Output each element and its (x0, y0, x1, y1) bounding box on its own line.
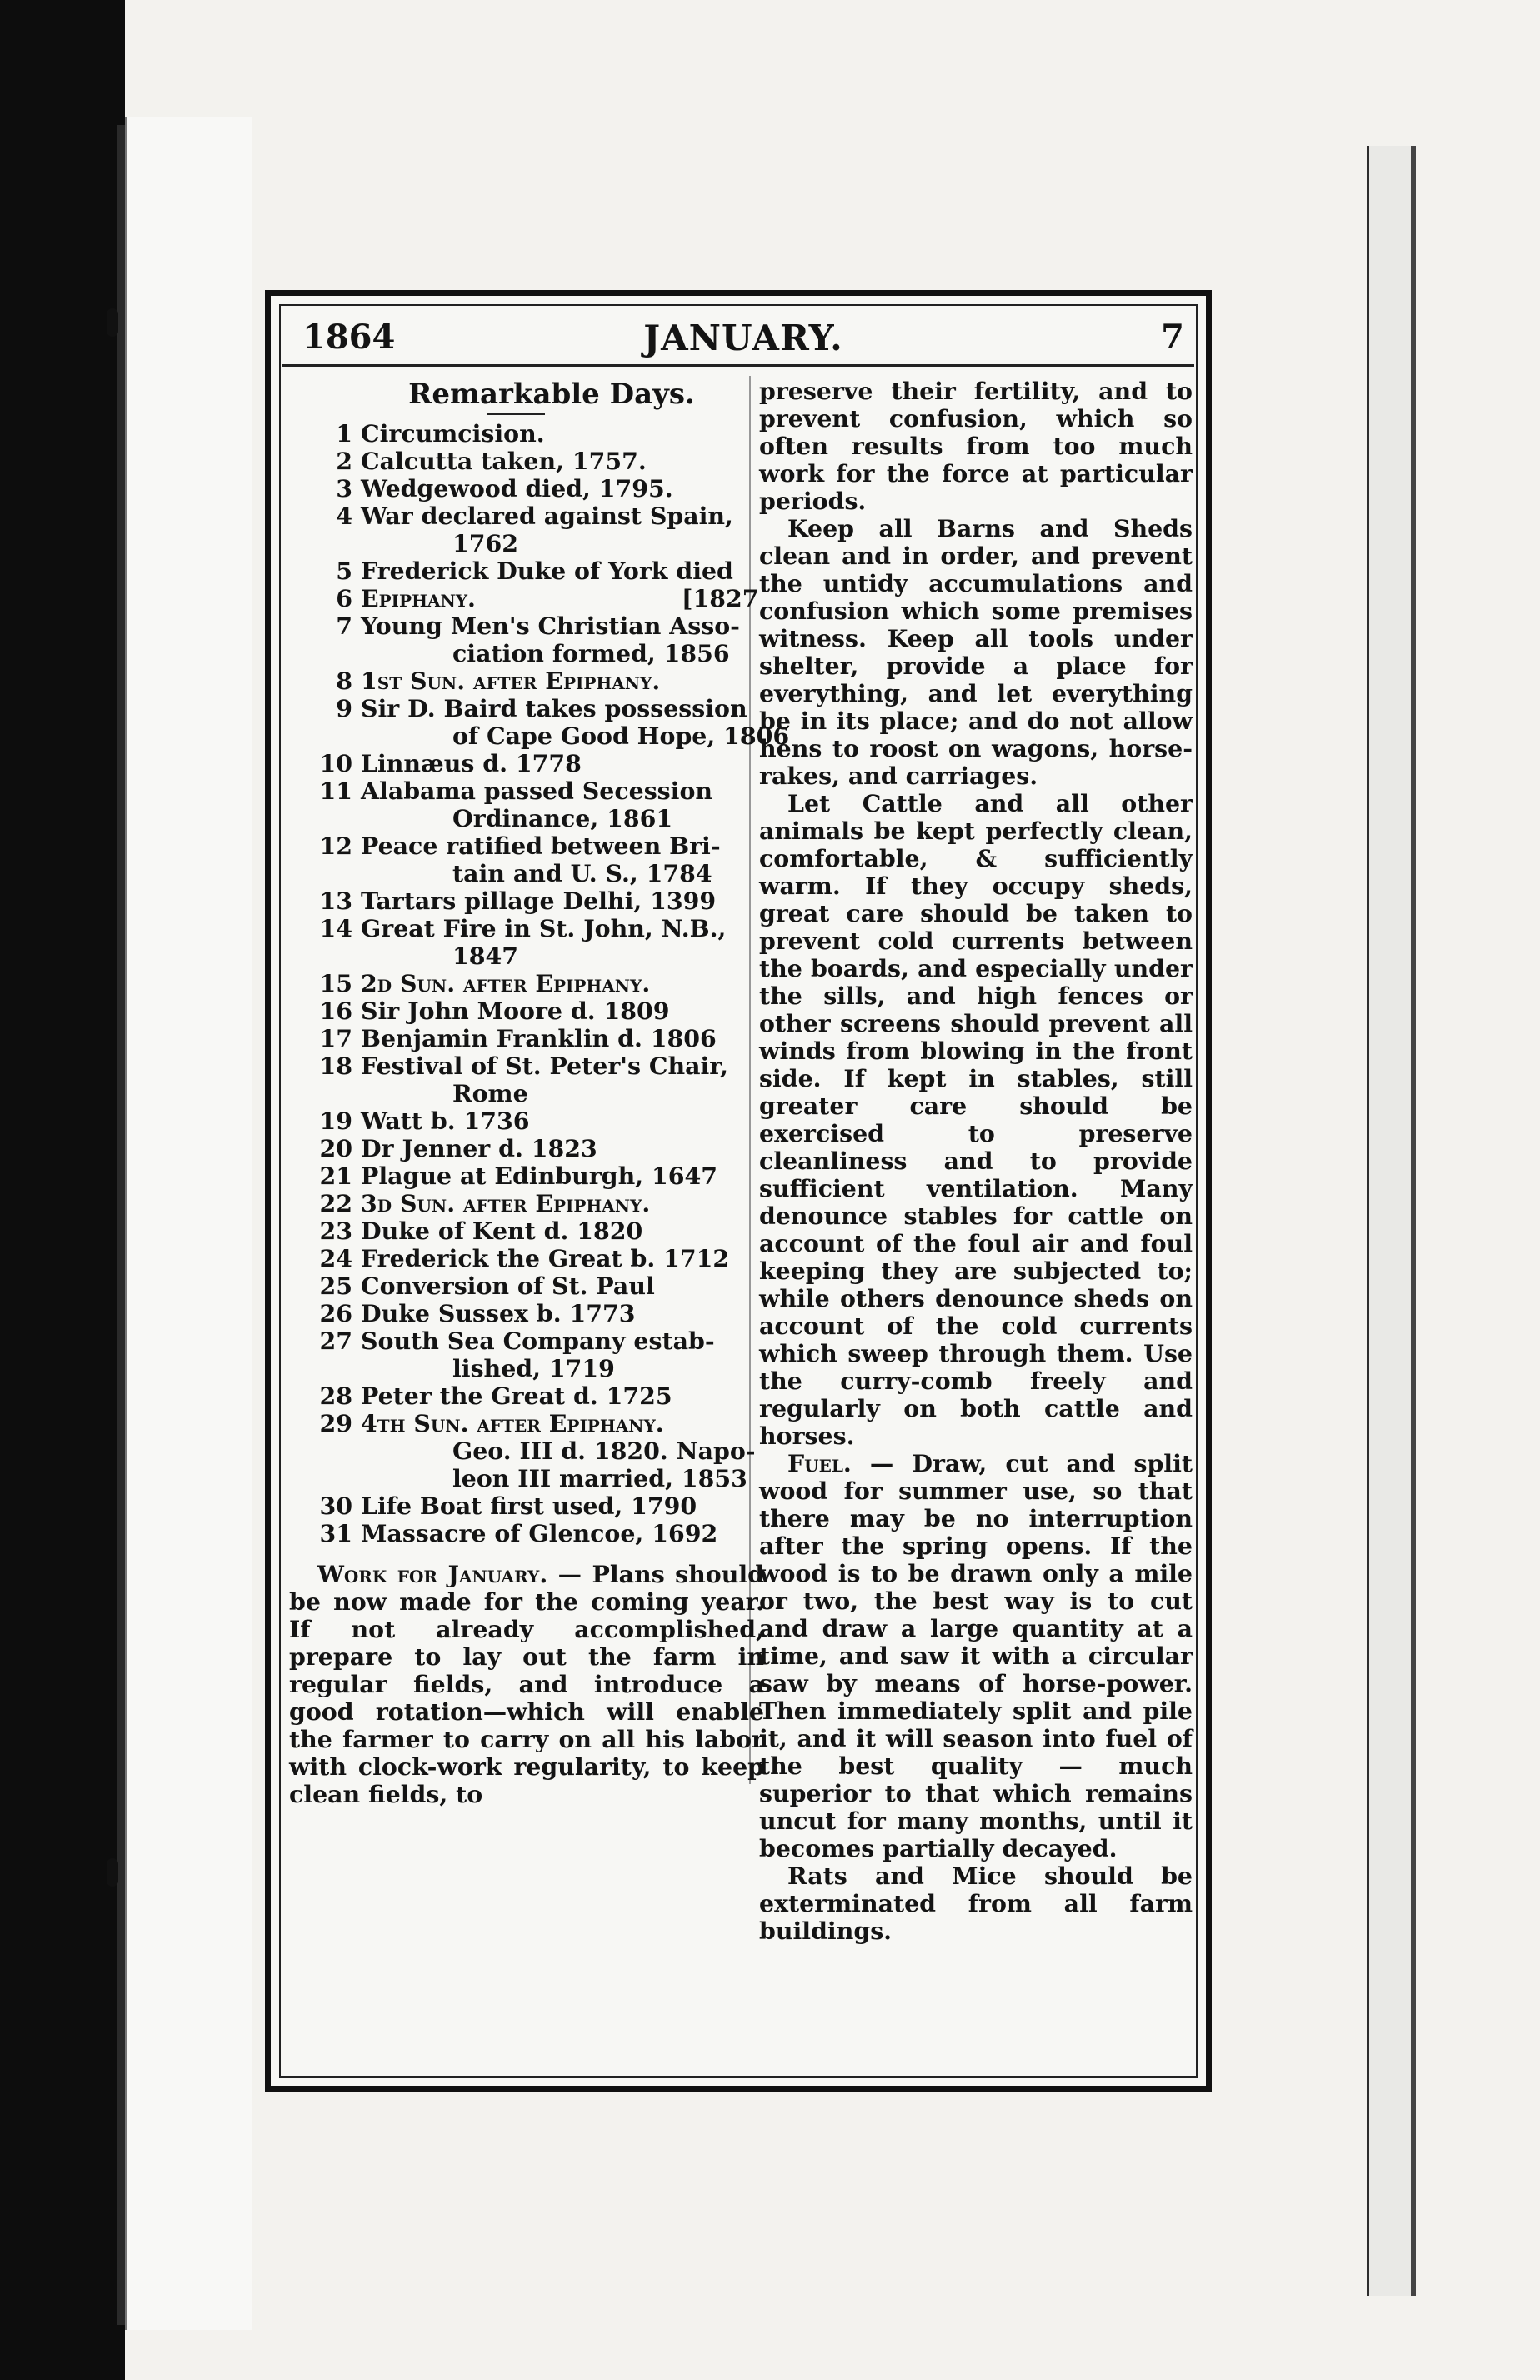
day-number: 9 (336, 694, 352, 722)
header-rule (282, 364, 1194, 367)
day-event: Festival of St. Peter's Chair, (361, 1052, 729, 1080)
binding-mark (107, 308, 118, 337)
day-event: Wedgewood died, 1795. (361, 474, 673, 502)
fuel-text: — Draw, cut and split wood for summer use, so that there may be no interruption after the spring opens. If the wood is to be drawn only a mile or two, the best way is to cut and draw a large quantity at a time, and saw it with a circular saw by means of horse-power. Then immediately split and pile it, and it will season into fuel of the best quality — much superior to that which remains uncut for many months, until it becomes partially decayed. (759, 1449, 1192, 1862)
day-number: 24 (319, 1244, 352, 1272)
day-entry (289, 448, 764, 475)
binding-mark (107, 1858, 118, 1887)
day-event: lished, 1719 (452, 1354, 615, 1382)
day-number: 15 (319, 969, 352, 998)
work-heading: Work for January. (318, 1560, 548, 1588)
day-entry (289, 612, 764, 640)
day-entry (289, 1080, 764, 1108)
right-page-stack (1367, 146, 1416, 2296)
day-entry (289, 1162, 764, 1190)
day-number: 3 (336, 474, 352, 502)
day-entry (289, 888, 764, 915)
day-entry (289, 1190, 764, 1218)
day-entry (289, 1328, 764, 1355)
day-event: 4th Sun. after Epiphany. (361, 1409, 664, 1438)
day-event: Young Men's Christian Asso- (361, 612, 740, 640)
day-entry (289, 1135, 764, 1162)
day-number (289, 1080, 361, 1108)
day-number (289, 1355, 361, 1382)
page-number: 7 (1161, 318, 1184, 357)
paragraph-barns: Keep all Barns and Sheds clean and in order, and prevent the untidy accumulations and confusion which some premises witness. Keep all tools under shelter, provide a place for everything, and let everything be in its place; and do not allow hens to roost on wagons, horse-rakes, and carriages. (759, 514, 1192, 790)
remarkable-days-title: Remarkable Days. (408, 378, 695, 411)
day-entry (289, 1218, 764, 1245)
day-number: 26 (319, 1299, 352, 1328)
almanac-page-frame (265, 290, 1212, 2092)
day-entry (289, 805, 764, 832)
day-entry (289, 502, 764, 530)
day-event: Sir John Moore d. 1809 (361, 997, 670, 1025)
day-entry (289, 1300, 764, 1328)
day-entry (289, 1272, 764, 1300)
day-number: 6 (336, 584, 352, 612)
day-entry (289, 1438, 764, 1465)
day-event: tain and U. S., 1784 (452, 859, 712, 888)
day-entry (289, 1108, 764, 1135)
day-entry (289, 668, 764, 695)
day-number (289, 640, 361, 668)
day-number: 29 (319, 1409, 352, 1438)
day-event: Rome (452, 1079, 528, 1108)
day-event: Conversion of St. Paul (361, 1272, 655, 1300)
day-event: Peace ratified between Bri- (361, 832, 721, 860)
day-event: War declared against Spain, (361, 502, 733, 530)
day-number (289, 860, 361, 888)
day-entry (289, 640, 764, 668)
day-number: 23 (319, 1217, 352, 1245)
day-entry (289, 942, 764, 970)
day-number: 31 (319, 1519, 352, 1548)
paragraph-rats: Rats and Mice should be exterminated from all farm buildings. (759, 1862, 1192, 1945)
left-page-edge (125, 117, 252, 2330)
day-number: 13 (319, 887, 352, 915)
paragraph-cattle: Let Cattle and all other animals be kept perfectly clean, comfortable, & sufficiently warm. If they occupy sheds, great care should be taken to prevent cold currents between the boards, and especially under the sills, and high fences or other screens should prevent all winds from blowing in the front side. If kept in stables, still greater care should be exercised to preserve cleanliness and to provide sufficient ventilation. Many denounce stables for cattle on account of the foul air and foul keeping they are subjected to; while others denounce sheds on account of the cold currents which sweep through them. Use the curry-comb freely and regularly on both cattle and horses. (759, 789, 1192, 1450)
paragraph-fertility: preserve their fertility, and to prevent confusion, which so often results from too much work for the force at particular periods. (759, 377, 1192, 515)
day-entry (289, 1052, 764, 1080)
day-number: 30 (319, 1492, 352, 1520)
left-column (289, 378, 790, 1808)
day-entry (289, 1492, 764, 1520)
day-number: 14 (319, 914, 352, 942)
day-entry (289, 420, 764, 448)
day-entry (289, 998, 764, 1025)
day-number (289, 1465, 361, 1492)
day-entry (289, 530, 764, 558)
day-event: South Sea Company estab- (361, 1327, 715, 1355)
day-entry (289, 1355, 764, 1382)
day-entry (289, 695, 764, 722)
header-year: 1864 (302, 318, 396, 357)
work-text: — Plans should be now made for the coming year. If not already accomplished, prepare to lay out the farm in regular fields, and introduce a good rotation—which will enable the farmer to carry on all his labor with clock-work regularity, to keep clean fields, to (289, 1560, 764, 1808)
day-number: 25 (319, 1272, 352, 1300)
day-event: Peter the Great d. 1725 (361, 1382, 672, 1410)
day-number (289, 805, 361, 832)
day-entry (289, 778, 764, 805)
day-event: ciation formed, 1856 (452, 639, 730, 668)
day-event: Sir D. Baird takes possession (361, 694, 748, 722)
title-rule (487, 412, 545, 415)
fuel-heading: Fuel. (788, 1449, 852, 1478)
day-entry (289, 832, 764, 860)
day-number: 22 (319, 1189, 352, 1218)
day-number (289, 530, 361, 558)
day-event: Circumcision. (361, 419, 545, 448)
day-event: Watt b. 1736 (361, 1107, 530, 1135)
day-entry (289, 475, 764, 502)
day-event: Ordinance, 1861 (452, 804, 673, 832)
day-number: 8 (336, 667, 352, 695)
day-number: 2 (336, 447, 352, 475)
work-for-january-paragraph (289, 1561, 764, 1808)
paragraph-fuel (759, 1450, 1192, 1862)
day-number: 4 (336, 502, 352, 530)
day-event: 1st Sun. after Epiphany. (361, 667, 661, 695)
day-event: 1762 (452, 529, 519, 558)
day-entry (289, 750, 764, 778)
day-entry (289, 1245, 764, 1272)
book-spine-shadow (0, 0, 125, 2380)
day-number: 18 (319, 1052, 352, 1080)
day-event: Duke of Kent d. 1820 (361, 1217, 643, 1245)
day-event: Linnæus d. 1778 (361, 749, 582, 778)
day-number (289, 722, 361, 750)
day-number: 17 (319, 1024, 352, 1052)
right-column (759, 378, 1192, 1945)
day-entry (289, 558, 764, 585)
day-event: 3d Sun. after Epiphany. (361, 1189, 651, 1218)
day-entry (289, 1465, 764, 1492)
day-entry (289, 585, 764, 612)
day-event: Tartars pillage Delhi, 1399 (361, 887, 717, 915)
day-event: Frederick Duke of York died (361, 557, 733, 585)
day-number: 5 (336, 557, 352, 585)
day-event: Calcutta taken, 1757. (361, 447, 647, 475)
day-entry (289, 860, 764, 888)
day-entry (289, 1410, 764, 1438)
day-number (289, 942, 361, 970)
day-number: 1 (336, 419, 352, 448)
day-number: 20 (319, 1134, 352, 1162)
day-event: Life Boat first used, 1790 (361, 1492, 698, 1520)
page-header (302, 318, 1184, 361)
day-number: 7 (336, 612, 352, 640)
day-number: 16 (319, 997, 352, 1025)
day-event: Frederick the Great b. 1712 (361, 1244, 730, 1272)
day-entry (289, 1382, 764, 1410)
day-entry (289, 1025, 764, 1052)
day-event: Duke Sussex b. 1773 (361, 1299, 636, 1328)
day-number: 19 (319, 1107, 352, 1135)
day-entry (289, 1520, 764, 1548)
day-number: 12 (319, 832, 352, 860)
day-event: Benjamin Franklin d. 1806 (361, 1024, 717, 1052)
day-number: 10 (319, 749, 352, 778)
day-event: Dr Jenner d. 1823 (361, 1134, 598, 1162)
day-event: Great Fire in St. John, N.B., (361, 914, 727, 942)
day-event: leon III married, 1853 (452, 1464, 748, 1492)
day-event: Epiphany. [1827 (361, 584, 759, 612)
day-number: 28 (319, 1382, 352, 1410)
day-entry (289, 722, 790, 750)
day-event: Massacre of Glencoe, 1692 (361, 1519, 718, 1548)
header-month: JANUARY. (643, 318, 843, 358)
day-number: 27 (319, 1327, 352, 1355)
day-number: 11 (319, 777, 352, 805)
day-event: 1847 (452, 942, 519, 970)
day-event: Plague at Edinburgh, 1647 (361, 1162, 718, 1190)
day-event: Geo. III d. 1820. Napo- (452, 1437, 756, 1465)
day-event: Alabama passed Secession (361, 777, 713, 805)
day-entry (289, 915, 764, 942)
day-event: of Cape Good Hope, 1806 (452, 722, 790, 750)
remarkable-days-list (289, 419, 790, 1548)
day-number: 21 (319, 1162, 352, 1190)
day-event: 2d Sun. after Epiphany. (361, 969, 651, 998)
day-entry (289, 970, 764, 998)
day-number (289, 1438, 361, 1465)
